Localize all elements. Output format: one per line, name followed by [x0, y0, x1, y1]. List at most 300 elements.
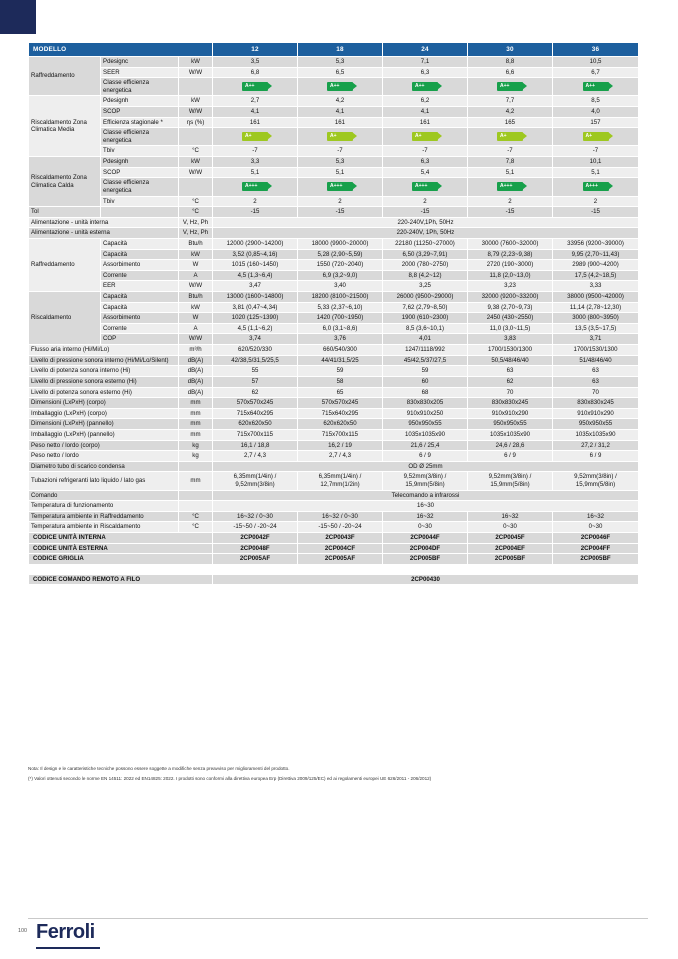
- remote-code-label: CODICE COMANDO REMOTO A FILO: [29, 574, 213, 585]
- row-value: -7: [553, 146, 639, 157]
- table-row: [29, 260, 639, 271]
- brand-underline: [36, 947, 100, 949]
- row-label: Livello di potenza sonora esterno (Hi): [29, 387, 179, 398]
- corner-decoration: [0, 0, 36, 34]
- row-value: 3,74: [213, 334, 298, 345]
- row-unit: [179, 461, 213, 472]
- brand-name: Ferroli: [36, 921, 95, 943]
- row-value: 6 / 9: [468, 451, 553, 462]
- row-value: 7,62 (2,79~8,50): [383, 302, 468, 313]
- row-merged-value: 220-240V, 1Ph, 50Hz: [213, 228, 639, 239]
- row-label: Diametro tubo di scarico condensa: [29, 461, 179, 472]
- row-value: 4,01: [383, 334, 468, 345]
- row-value: 3,76: [298, 334, 383, 345]
- row-value: 59: [383, 366, 468, 377]
- table-row: [29, 217, 639, 228]
- row-unit: W/W: [179, 67, 213, 78]
- row-value: [383, 78, 468, 96]
- row-unit: dB(A): [179, 355, 213, 366]
- table-row: [29, 146, 639, 157]
- table-row: [29, 451, 639, 462]
- row-value: 16~32: [468, 511, 553, 522]
- remote-code-value: 2CP00430: [213, 574, 639, 585]
- row-unit: kg: [179, 451, 213, 462]
- row-unit: W: [179, 260, 213, 271]
- energy-class-badge: A+++: [327, 182, 353, 191]
- row-value: 16,1 / 18,8: [213, 440, 298, 451]
- row-value: -7: [383, 146, 468, 157]
- row-value: -15: [383, 207, 468, 218]
- row-value: 4,5 (1,3~6,4): [213, 270, 298, 281]
- row-unit: [179, 501, 213, 512]
- row-value: 68: [383, 387, 468, 398]
- row-value: 161: [213, 117, 298, 128]
- row-label: Alimentazione - unità esterna: [29, 228, 179, 239]
- table-row: [29, 196, 639, 207]
- row-value: 9,52mm(3/8in) / 15,9mm(5/8in): [553, 472, 639, 490]
- row-value: 9,52mm(3/8in) / 15,9mm(5/8in): [468, 472, 553, 490]
- row-value: 6,3: [383, 67, 468, 78]
- row-value: [383, 128, 468, 146]
- row-value: 65: [298, 387, 383, 398]
- row-value: 4,5 (1,1~6,2): [213, 323, 298, 334]
- row-label: Alimentazione - unità interna: [29, 217, 179, 228]
- row-unit: dB(A): [179, 366, 213, 377]
- row-value: 2,7 / 4,3: [213, 451, 298, 462]
- row-value: 59: [298, 366, 383, 377]
- table-row: [29, 117, 639, 128]
- row-sublabel: Efficienza stagionale *: [101, 117, 179, 128]
- row-value: 3000 (800~3950): [553, 313, 639, 324]
- row-sublabel: EER: [101, 281, 179, 292]
- row-value: 157: [553, 117, 639, 128]
- row-value: 2000 (780~2750): [383, 260, 468, 271]
- row-value: 620/520/330: [213, 345, 298, 356]
- table-row: [29, 292, 639, 303]
- row-sublabel: Capacità: [101, 249, 179, 260]
- note-design: Nota: Il design e le caratteristiche tecniche possono essere soggette a modifiche senza preavviso per miglioramenti del prodotto.: [28, 766, 290, 771]
- row-value: 2: [298, 196, 383, 207]
- row-group-label: Riscaldamento: [29, 292, 101, 345]
- row-value: 715x640x295: [298, 408, 383, 419]
- table-row: [29, 270, 639, 281]
- row-sublabel: Assorbimento: [101, 313, 179, 324]
- row-value: 1420 (700~1950): [298, 313, 383, 324]
- row-value: 2450 (430~2550): [468, 313, 553, 324]
- code-value: 2CP0048F: [213, 543, 298, 554]
- energy-class-badge: A+: [497, 132, 523, 141]
- row-value: 32000 (9200~33200): [468, 292, 553, 303]
- row-value: 6,50 (3,29~7,91): [383, 249, 468, 260]
- row-unit: W/W: [179, 167, 213, 178]
- row-value: 63: [468, 366, 553, 377]
- row-label: Peso netto / lordo (corpo): [29, 440, 179, 451]
- row-value: 7,7: [468, 96, 553, 107]
- row-label: Dimensioni (LxPxH) (pannello): [29, 419, 179, 430]
- row-value: 27,2 / 31,2: [553, 440, 639, 451]
- row-label: Imballaggio (LxPxH) (pannello): [29, 429, 179, 440]
- row-value: -15: [468, 207, 553, 218]
- row-value: 1900 (610~2300): [383, 313, 468, 324]
- row-value: 910x910x290: [468, 408, 553, 419]
- code-row: [29, 533, 639, 544]
- row-value: [383, 178, 468, 196]
- row-group-label: Riscaldamento Zona Climatica Media: [29, 96, 101, 157]
- row-value: 16~32 / 0~30: [298, 511, 383, 522]
- row-label: Livello di pressione sonora esterno (Hi): [29, 376, 179, 387]
- row-value: 830x830x205: [383, 398, 468, 409]
- energy-class-badge: A+++: [583, 182, 609, 191]
- header-cell-model-18: 18: [298, 43, 383, 57]
- code-value: 2CP004FF: [553, 543, 639, 554]
- row-value: 8,79 (2,23~9,38): [468, 249, 553, 260]
- row-value: 161: [383, 117, 468, 128]
- row-value: 950x950x55: [383, 419, 468, 430]
- row-merged-value: OD Ø 25mm: [213, 461, 639, 472]
- row-unit: °C: [179, 522, 213, 533]
- row-value: 51/48/46/40: [553, 355, 639, 366]
- row-sublabel: SCOP: [101, 107, 179, 118]
- row-value: 30000 (7600~32000): [468, 238, 553, 249]
- row-value: 2: [553, 196, 639, 207]
- row-value: 3,47: [213, 281, 298, 292]
- row-label: Comando: [29, 490, 179, 501]
- code-value: 2CP005BF: [468, 554, 553, 565]
- header-cell-model-36: 36: [553, 43, 639, 57]
- energy-class-badge: A+++: [412, 182, 438, 191]
- row-value: 11,0 (3,0~11,5): [468, 323, 553, 334]
- row-value: 715x700x115: [298, 429, 383, 440]
- row-sublabel: Pdesignh: [101, 157, 179, 168]
- row-label: Peso netto / lordo: [29, 451, 179, 462]
- row-value: 2: [383, 196, 468, 207]
- row-value: 2720 (190~3000): [468, 260, 553, 271]
- row-value: 21,6 / 25,4: [383, 440, 468, 451]
- table-row: [29, 419, 639, 430]
- row-unit: mm: [179, 472, 213, 490]
- row-unit: °C: [179, 511, 213, 522]
- row-value: 3,52 (0,85~4,16): [213, 249, 298, 260]
- code-value: 2CP005AF: [213, 554, 298, 565]
- row-value: 830x830x245: [468, 398, 553, 409]
- page-number: 100: [18, 928, 27, 934]
- row-value: 38000 (9500~42000): [553, 292, 639, 303]
- row-unit: Btu/h: [179, 238, 213, 249]
- row-value: 63: [553, 366, 639, 377]
- code-row: [29, 543, 639, 554]
- code-value: 2CP0046F: [553, 533, 639, 544]
- code-label: CODICE UNITÀ INTERNA: [29, 533, 213, 544]
- row-value: 8,5: [553, 96, 639, 107]
- row-value: 6,3: [383, 157, 468, 168]
- code-label: CODICE UNITÀ ESTERNA: [29, 543, 213, 554]
- row-group-label: Raffreddamento: [29, 57, 101, 96]
- row-unit: m³/h: [179, 345, 213, 356]
- row-value: 5,28 (2,90~5,59): [298, 249, 383, 260]
- row-unit: [179, 128, 213, 146]
- row-unit: °C: [179, 146, 213, 157]
- header-cell-model-12: 12: [213, 43, 298, 57]
- row-sublabel: SCOP: [101, 167, 179, 178]
- code-value: 2CP0043F: [298, 533, 383, 544]
- row-value: 4,0: [553, 107, 639, 118]
- row-value: 5,3: [298, 157, 383, 168]
- table-row: [29, 57, 639, 68]
- table-row: [29, 78, 639, 96]
- table-row: [29, 398, 639, 409]
- row-value: 570x570x245: [298, 398, 383, 409]
- row-value: 910x910x250: [383, 408, 468, 419]
- row-label: Temperatura di funzionamento: [29, 501, 179, 512]
- table-row: [29, 249, 639, 260]
- table-row: [29, 429, 639, 440]
- row-group-label: Riscaldamento Zona Climatica Calda: [29, 157, 101, 207]
- row-value: 1020 (125~1390): [213, 313, 298, 324]
- energy-class-badge: A++: [583, 82, 609, 91]
- row-unit: kg: [179, 440, 213, 451]
- table-header-row: [29, 43, 639, 57]
- row-unit: mm: [179, 419, 213, 430]
- row-sublabel: SEER: [101, 67, 179, 78]
- row-value: 6 / 9: [383, 451, 468, 462]
- row-unit: mm: [179, 408, 213, 419]
- row-unit: kW: [179, 157, 213, 168]
- table-row: [29, 376, 639, 387]
- row-value: 12000 (2900~14200): [213, 238, 298, 249]
- row-value: 6,8: [213, 67, 298, 78]
- row-value: 9,38 (2,70~9,73): [468, 302, 553, 313]
- row-value: 8,5 (3,6~10,1): [383, 323, 468, 334]
- row-value: 5,4: [383, 167, 468, 178]
- table-spacer: [29, 564, 639, 574]
- row-value: 18200 (8100~21500): [298, 292, 383, 303]
- row-value: 950x950x55: [468, 419, 553, 430]
- code-value: 2CP004DF: [383, 543, 468, 554]
- row-unit: W: [179, 313, 213, 324]
- row-value: 4,1: [213, 107, 298, 118]
- row-value: 2: [213, 196, 298, 207]
- row-value: 3,5: [213, 57, 298, 68]
- row-value: 57: [213, 376, 298, 387]
- row-value: 715x700x115: [213, 429, 298, 440]
- table-row: [29, 440, 639, 451]
- row-value: 26000 (9500~29000): [383, 292, 468, 303]
- row-unit: W/W: [179, 281, 213, 292]
- row-value: 42/38,5/31,5/25,5: [213, 355, 298, 366]
- row-unit: kW: [179, 57, 213, 68]
- code-value: 2CP0044F: [383, 533, 468, 544]
- row-value: -15~50 / -20~24: [213, 522, 298, 533]
- table-row: [29, 345, 639, 356]
- row-value: 8,8 (4,2~12): [383, 270, 468, 281]
- table-row: [29, 501, 639, 512]
- energy-class-badge: A+++: [497, 182, 523, 191]
- table-row: [29, 313, 639, 324]
- code-value: 2CP0042F: [213, 533, 298, 544]
- table-row: [29, 472, 639, 490]
- row-value: [553, 178, 639, 196]
- row-unit: kW: [179, 249, 213, 260]
- row-unit: [179, 490, 213, 501]
- row-value: 62: [213, 387, 298, 398]
- row-value: 4,1: [298, 107, 383, 118]
- row-value: 620x620x50: [298, 419, 383, 430]
- row-value: 63: [553, 376, 639, 387]
- row-value: 6,0 (3,1~8,6): [298, 323, 383, 334]
- row-sublabel: Corrente: [101, 270, 179, 281]
- row-value: 45/42,5/37/27,5: [383, 355, 468, 366]
- row-unit: dB(A): [179, 387, 213, 398]
- row-value: 8,8: [468, 57, 553, 68]
- table-row: [29, 96, 639, 107]
- row-merged-value: 16~30: [213, 501, 639, 512]
- row-unit: °C: [179, 207, 213, 218]
- row-value: 7,8: [468, 157, 553, 168]
- row-value: -7: [213, 146, 298, 157]
- code-row: [29, 554, 639, 565]
- row-unit: °C: [179, 196, 213, 207]
- row-value: -15: [298, 207, 383, 218]
- table-row: [29, 522, 639, 533]
- energy-class-badge: A+++: [242, 182, 268, 191]
- row-value: 4,2: [298, 96, 383, 107]
- row-value: 6,5: [298, 67, 383, 78]
- row-value: 9,95 (2,70~11,43): [553, 249, 639, 260]
- technical-specification-table: [28, 42, 639, 585]
- row-value: 3,81 (0,47~4,34): [213, 302, 298, 313]
- row-sublabel: Pdesignc: [101, 57, 179, 68]
- row-unit: W/W: [179, 107, 213, 118]
- table-row: [29, 167, 639, 178]
- row-value: 18000 (9900~20000): [298, 238, 383, 249]
- row-value: 1550 (720~2040): [298, 260, 383, 271]
- row-merged-value: Telecomando a infrarossi: [213, 490, 639, 501]
- code-value: 2CP005AF: [298, 554, 383, 565]
- row-unit: A: [179, 323, 213, 334]
- row-label: Livello di pressione sonora interno (Hi/Mi/Lo/Silent): [29, 355, 179, 366]
- energy-class-badge: A+: [583, 132, 609, 141]
- row-sublabel: Pdesignh: [101, 96, 179, 107]
- row-value: [213, 78, 298, 96]
- table-row: [29, 355, 639, 366]
- row-value: 0~30: [468, 522, 553, 533]
- brand-logo: [36, 921, 95, 944]
- row-unit: mm: [179, 398, 213, 409]
- row-value: 1035x1035x90: [553, 429, 639, 440]
- row-value: 5,3: [298, 57, 383, 68]
- row-unit: ηs (%): [179, 117, 213, 128]
- row-value: 70: [553, 387, 639, 398]
- row-value: 16~32 / 0~30: [213, 511, 298, 522]
- row-unit: mm: [179, 429, 213, 440]
- row-sublabel: [101, 207, 179, 218]
- table-row: [29, 302, 639, 313]
- row-value: 3,83: [468, 334, 553, 345]
- row-value: 58: [298, 376, 383, 387]
- header-cell-model-24: 24: [383, 43, 468, 57]
- energy-class-badge: A+: [327, 132, 353, 141]
- row-label: Temperatura ambiente in Riscaldamento: [29, 522, 179, 533]
- row-value: [468, 78, 553, 96]
- row-value: 24,6 / 28,6: [468, 440, 553, 451]
- row-value: 70: [468, 387, 553, 398]
- table-row: [29, 128, 639, 146]
- row-value: 2989 (900~4200): [553, 260, 639, 271]
- row-value: [298, 178, 383, 196]
- table-row: [29, 107, 639, 118]
- row-value: [213, 178, 298, 196]
- energy-class-badge: A+: [412, 132, 438, 141]
- row-value: 161: [298, 117, 383, 128]
- row-value: -15~50 / -20~24: [298, 522, 383, 533]
- row-value: 1015 (160~1450): [213, 260, 298, 271]
- row-value: 3,25: [383, 281, 468, 292]
- row-value: [553, 78, 639, 96]
- code-label: CODICE GRIGLIA: [29, 554, 213, 565]
- row-value: 2,7: [213, 96, 298, 107]
- spec-table-wrapper: [28, 42, 638, 585]
- row-value: 17,5 (4,2~18,5): [553, 270, 639, 281]
- row-group-label: Raffreddamento: [29, 238, 101, 291]
- code-value: 2CP005BF: [383, 554, 468, 565]
- row-value: 6,35mm(1/4in) / 12,7mm(1/2in): [298, 472, 383, 490]
- row-value: 4,2: [468, 107, 553, 118]
- row-value: 7,1: [383, 57, 468, 68]
- row-value: 910x910x290: [553, 408, 639, 419]
- row-unit: [179, 78, 213, 96]
- note-standards: (*) Valori ottenuti secondo le norme EN 14511: 2022 ed EN14825: 2022. I prodotti sono conformi alla direttiva europea Erp (Direttiva 2009/125/EC) ed ai regolamenti europei UE 626/2011 - 206/2012): [28, 776, 432, 781]
- row-value: -15: [553, 207, 639, 218]
- row-sublabel: Tbiv: [101, 146, 179, 157]
- table-row: [29, 366, 639, 377]
- row-sublabel: Assorbimento: [101, 260, 179, 271]
- row-value: 11,14 (2,78~12,30): [553, 302, 639, 313]
- row-value: 4,1: [383, 107, 468, 118]
- remote-code-row: [29, 574, 639, 585]
- code-value: 2CP0045F: [468, 533, 553, 544]
- energy-class-badge: A++: [412, 82, 438, 91]
- header-cell-modello: MODELLO: [29, 43, 213, 57]
- row-value: [468, 178, 553, 196]
- table-row: [29, 323, 639, 334]
- row-value: 62: [468, 376, 553, 387]
- row-value: 620x620x50: [213, 419, 298, 430]
- row-sublabel: Classe efficienza energetica: [101, 128, 179, 146]
- row-value: 0~30: [383, 522, 468, 533]
- table-row: [29, 511, 639, 522]
- row-value: 9,52mm(3/8in) / 15,9mm(5/8in): [383, 472, 468, 490]
- row-value: 13000 (1600~14800): [213, 292, 298, 303]
- row-unit: V, Hz, Ph: [179, 217, 213, 228]
- energy-class-badge: A+: [242, 132, 268, 141]
- row-sublabel: Classe efficienza energetica: [101, 178, 179, 196]
- row-unit: A: [179, 270, 213, 281]
- header-cell-model-30: 30: [468, 43, 553, 57]
- table-row: [29, 67, 639, 78]
- row-sublabel: Capacità: [101, 238, 179, 249]
- row-label: Livello di potenza sonora interno (Hi): [29, 366, 179, 377]
- row-value: 5,33 (2,37~6,10): [298, 302, 383, 313]
- table-row: [29, 408, 639, 419]
- table-row: [29, 490, 639, 501]
- row-group-label: Tol: [29, 207, 101, 218]
- row-value: -15: [213, 207, 298, 218]
- row-value: 5,1: [298, 167, 383, 178]
- energy-class-badge: A++: [497, 82, 523, 91]
- row-sublabel: Capacità: [101, 302, 179, 313]
- table-body: [29, 43, 639, 585]
- row-value: 830x830x245: [553, 398, 639, 409]
